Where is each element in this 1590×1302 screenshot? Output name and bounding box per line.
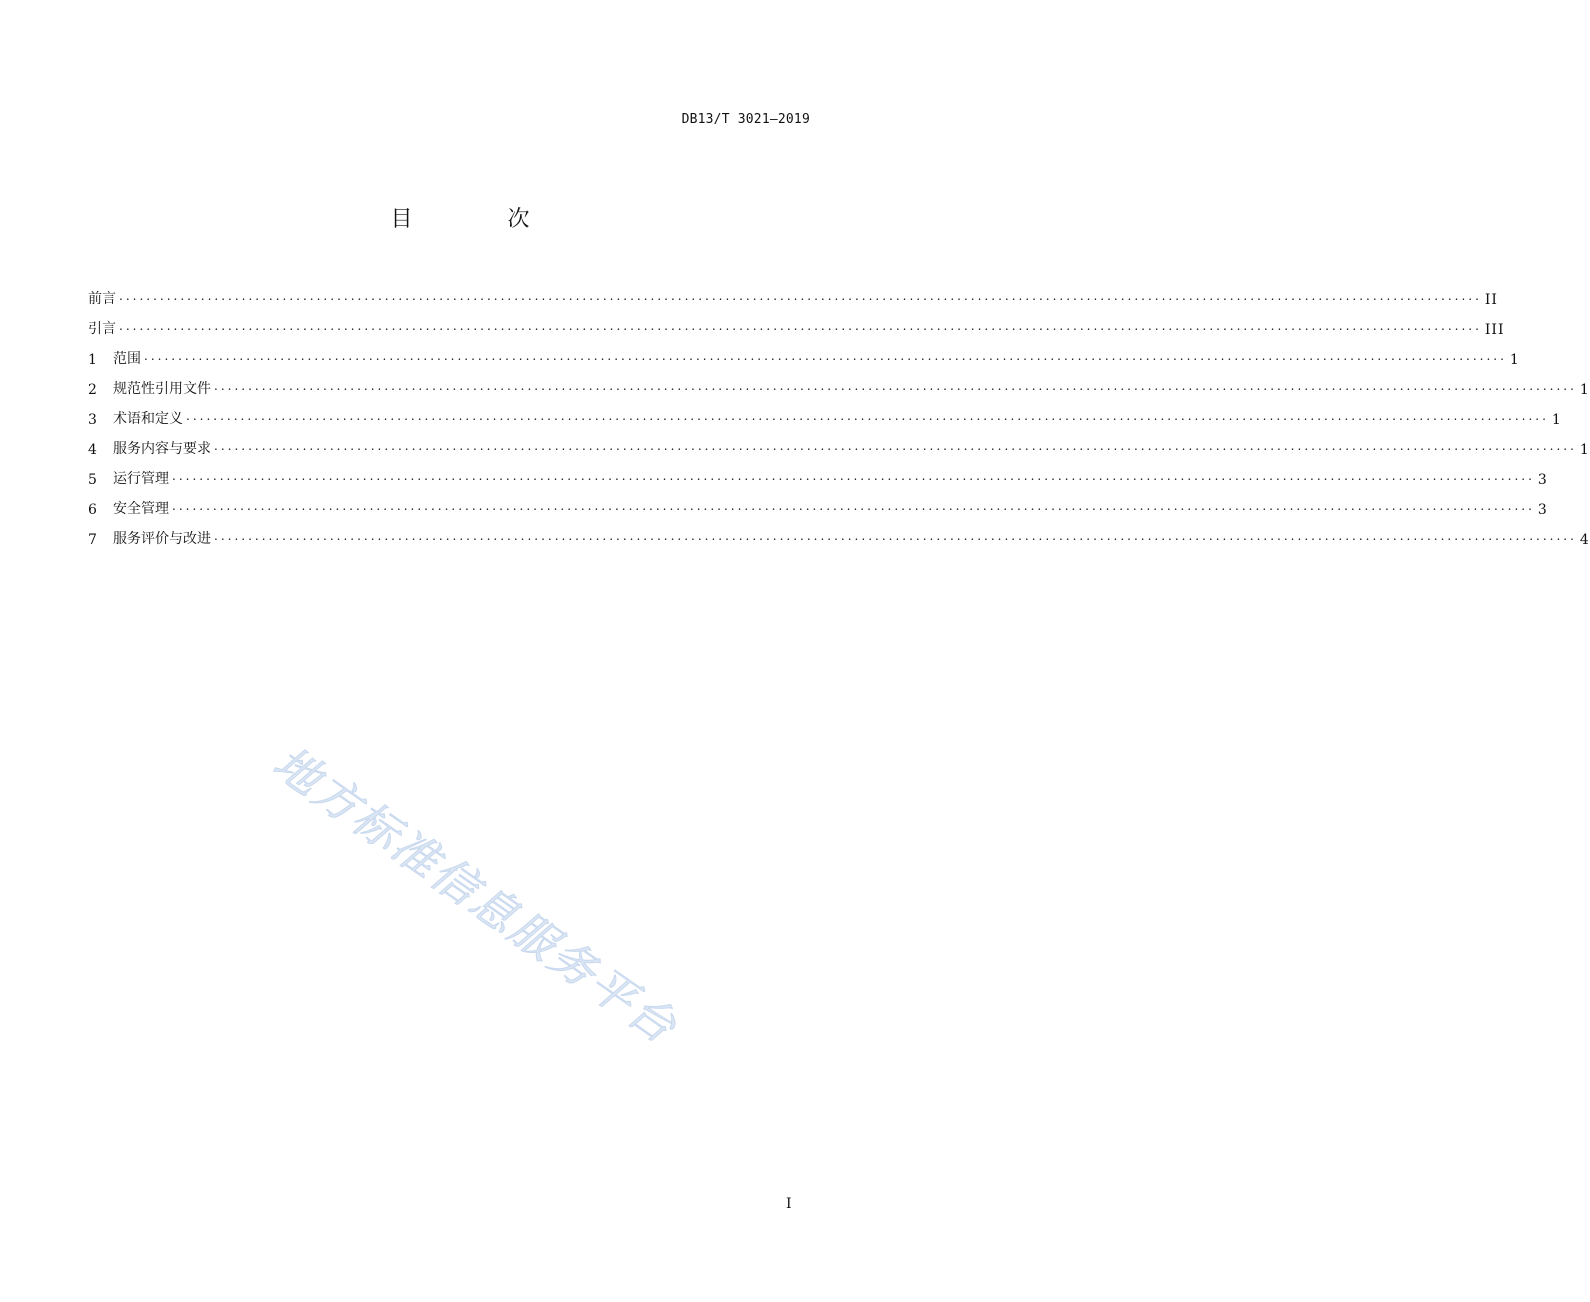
toc-entry-evaluation-improvement[interactable] (88, 518, 1590, 548)
toc-label: 前言 (88, 291, 116, 307)
document-code: DB13/T 3021—2019 (681, 112, 810, 127)
toc-dot-leader: ........................................................................................................................................................................................................ (214, 439, 1577, 453)
toc-label: 范围 (113, 351, 141, 367)
table-of-contents (88, 278, 1590, 548)
toc-entry-introduction[interactable] (88, 308, 1505, 338)
toc-entry-foreword[interactable] (88, 278, 1498, 308)
toc-dot-leader: ........................................................................................................................................................................................................ (172, 499, 1535, 513)
toc-number: 1 (88, 352, 97, 368)
toc-label: 服务评价与改进 (113, 531, 211, 547)
page-title: 目 次 (390, 207, 574, 232)
toc-dot-leader: ........................................................................................................................................................................................................ (144, 349, 1507, 363)
toc-entry-service-content[interactable] (88, 428, 1590, 458)
toc-entry-terms-definitions[interactable] (88, 398, 1562, 428)
toc-page-number: 4 (1579, 532, 1590, 548)
toc-label: 引言 (88, 321, 116, 337)
page-number: I (786, 1196, 792, 1212)
toc-page-number: 1 (1579, 382, 1590, 398)
toc-page-number: 1 (1509, 352, 1520, 368)
toc-page-number: II (1484, 292, 1498, 308)
toc-page-number: 3 (1537, 472, 1548, 488)
toc-page-number: 1 (1579, 442, 1590, 458)
toc-dot-leader: ........................................................................................................................................................................................................ (119, 289, 1482, 303)
watermark: 地方标准信息服务平台 (263, 735, 688, 1055)
toc-number: 6 (88, 502, 97, 518)
toc-number: 7 (88, 532, 97, 548)
toc-number: 4 (88, 442, 97, 458)
toc-entry-operation-management[interactable] (88, 458, 1548, 488)
toc-page-number: III (1484, 322, 1505, 338)
toc-label: 运行管理 (113, 471, 169, 487)
toc-number: 3 (88, 412, 97, 428)
toc-label: 术语和定义 (113, 411, 183, 427)
toc-dot-leader: ........................................................................................................................................................................................................ (119, 319, 1482, 333)
toc-page-number: 3 (1537, 502, 1548, 518)
toc-number: 2 (88, 382, 97, 398)
toc-page-number: 1 (1551, 412, 1562, 428)
toc-dot-leader: ........................................................................................................................................................................................................ (214, 529, 1577, 543)
toc-dot-leader: ........................................................................................................................................................................................................ (186, 409, 1549, 423)
toc-dot-leader: ........................................................................................................................................................................................................ (172, 469, 1535, 483)
toc-entry-scope[interactable] (88, 338, 1520, 368)
toc-dot-leader: ........................................................................................................................................................................................................ (214, 379, 1577, 393)
toc-entry-safety-management[interactable] (88, 488, 1548, 518)
toc-label: 安全管理 (113, 501, 169, 517)
toc-entry-normative-references[interactable] (88, 368, 1590, 398)
toc-label: 服务内容与要求 (113, 441, 211, 457)
toc-label: 规范性引用文件 (113, 381, 211, 397)
toc-number: 5 (88, 472, 97, 488)
